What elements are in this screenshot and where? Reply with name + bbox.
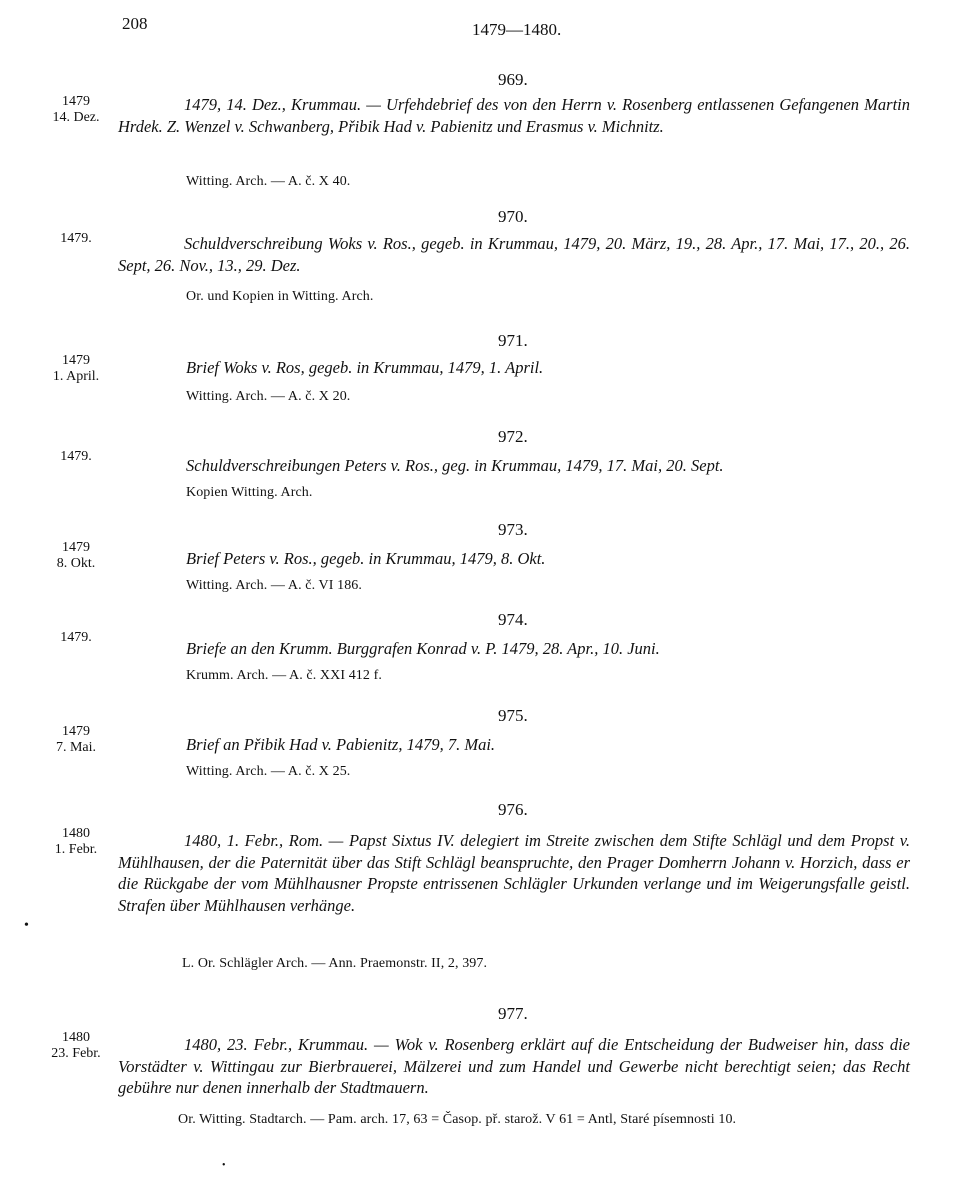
margin-date-day: 1. Febr. (54, 842, 98, 857)
margin-date-year: 1479 (62, 94, 90, 109)
entry-text: Schuldverschreibungen Peters v. Ros., geg. in Krummau, 1479, 17. Mai, 20. Sept. (186, 456, 724, 475)
margin-date-day: 1. April. (52, 369, 100, 384)
entry-source: Or. und Kopien in Witting. Arch. (186, 289, 374, 304)
margin-date (40, 353, 112, 385)
entry-number: 974. (498, 610, 528, 629)
margin-date-year: 1479 (62, 353, 90, 368)
entry-source: Witting. Arch. — A. č. X 40. (186, 174, 351, 189)
entry-text: Schuldverschreibung Woks v. Ros., gegeb. in Krummau, 1479, 20. März, 19., 28. Apr., 17. Mai, 17., 20., 26. Sept, 26. Nov., 13., 29. Dez. (118, 234, 910, 275)
page-number: 208 (122, 14, 148, 33)
margin-date-day: 14. Dez. (52, 110, 100, 125)
entry-number: 969. (498, 70, 528, 89)
margin-date (40, 94, 112, 126)
entry-number: 976. (498, 800, 528, 819)
entry-source: Witting. Arch. — A. č. X 25. (186, 764, 351, 779)
entry-source: Or. Witting. Stadtarch. — Pam. arch. 17, 63 = Časop. př. starož. V 61 = Antl, Staré písemnosti 10. (178, 1112, 737, 1127)
entry-text: Brief Peters v. Ros., gegeb. in Krummau, 1479, 8. Okt. (186, 549, 546, 568)
margin-date-day: 7. Mai. (55, 740, 97, 755)
margin-date (40, 1030, 112, 1062)
margin-date-year: 1479. (60, 449, 92, 464)
entry-source: Krumm. Arch. — A. č. XXI 412 f. (186, 668, 382, 683)
entry-text: 1480, 23. Febr., Krummau. — Wok v. Rosenberg erklärt auf die Entscheidung der Budweiser hin, dass die Vorstädter v. Wittingau zur Bierbrauerei, Mälzerei und zum Handel und Gewerbe nicht berechtigt seien; das Recht gebühre nur denen innerhalb der Stadtmauern. (118, 1035, 910, 1097)
entry-source: Witting. Arch. — A. č. VI 186. (186, 578, 362, 593)
margin-date (40, 231, 112, 247)
entry-source: L. Or. Schlägler Arch. — Ann. Praemonstr. II, 2, 397. (182, 956, 488, 971)
margin-date-day: 23. Febr. (51, 1046, 101, 1061)
margin-date-year: 1479 (62, 540, 90, 555)
entry-number: 970. (498, 207, 528, 226)
margin-date-year: 1479. (60, 231, 92, 246)
margin-date-year: 1480 (62, 1030, 90, 1045)
entry-number: 973. (498, 520, 528, 539)
entry-source: Witting. Arch. — A. č. X 20. (186, 389, 351, 404)
entry-source: Kopien Witting. Arch. (186, 485, 313, 500)
entry-text: 1479, 14. Dez., Krummau. — Urfehdebrief des von den Herrn v. Rosenberg entlassenen Gefangenen Martin Hrdek. Z. Wenzel v. Schwanberg, Přibik Had v. Pabienitz und Erasmus v. Michnitz. (118, 95, 910, 136)
margin-date-year: 1479 (62, 724, 90, 739)
entry-number: 975. (498, 706, 528, 725)
entry-text: Brief an Přibik Had v. Pabienitz, 1479, 7. Mai. (186, 735, 496, 754)
running-head: 1479—1480. (472, 20, 562, 39)
entry-text: 1480, 1. Febr., Rom. — Papst Sixtus IV. delegiert im Streite zwischen dem Stifte Schlägl und dem Propst v. Mühlhausen, der die Paternität über das Stift Schlägl beanspruchte, den Prager Domherrn Johann v. Horzich, dass er die Rückgabe der vom Mühlhausner Propste entrissenen Schlägler Urkunden verlange und im Weigerungsfalle geistl. Strafen über Mühlhausen verhänge. (118, 831, 910, 915)
ink-speck: • (24, 918, 29, 933)
entry-text: Brief Woks v. Ros, gegeb. in Krummau, 1479, 1. April. (186, 358, 544, 377)
entry-text: Briefe an den Krumm. Burggrafen Konrad v. P. 1479, 28. Apr., 10. Juni. (186, 639, 660, 658)
margin-date (40, 724, 112, 756)
margin-date (40, 630, 112, 646)
margin-date-day: 8. Okt. (56, 556, 96, 571)
margin-date (40, 449, 112, 465)
entry-number: 971. (498, 331, 528, 350)
margin-date-year: 1479. (60, 630, 92, 645)
margin-date-year: 1480 (62, 826, 90, 841)
entry-number: 972. (498, 427, 528, 446)
ink-speck: • (222, 1160, 226, 1171)
margin-date (40, 826, 112, 858)
entry-number: 977. (498, 1004, 528, 1023)
margin-date (40, 540, 112, 572)
